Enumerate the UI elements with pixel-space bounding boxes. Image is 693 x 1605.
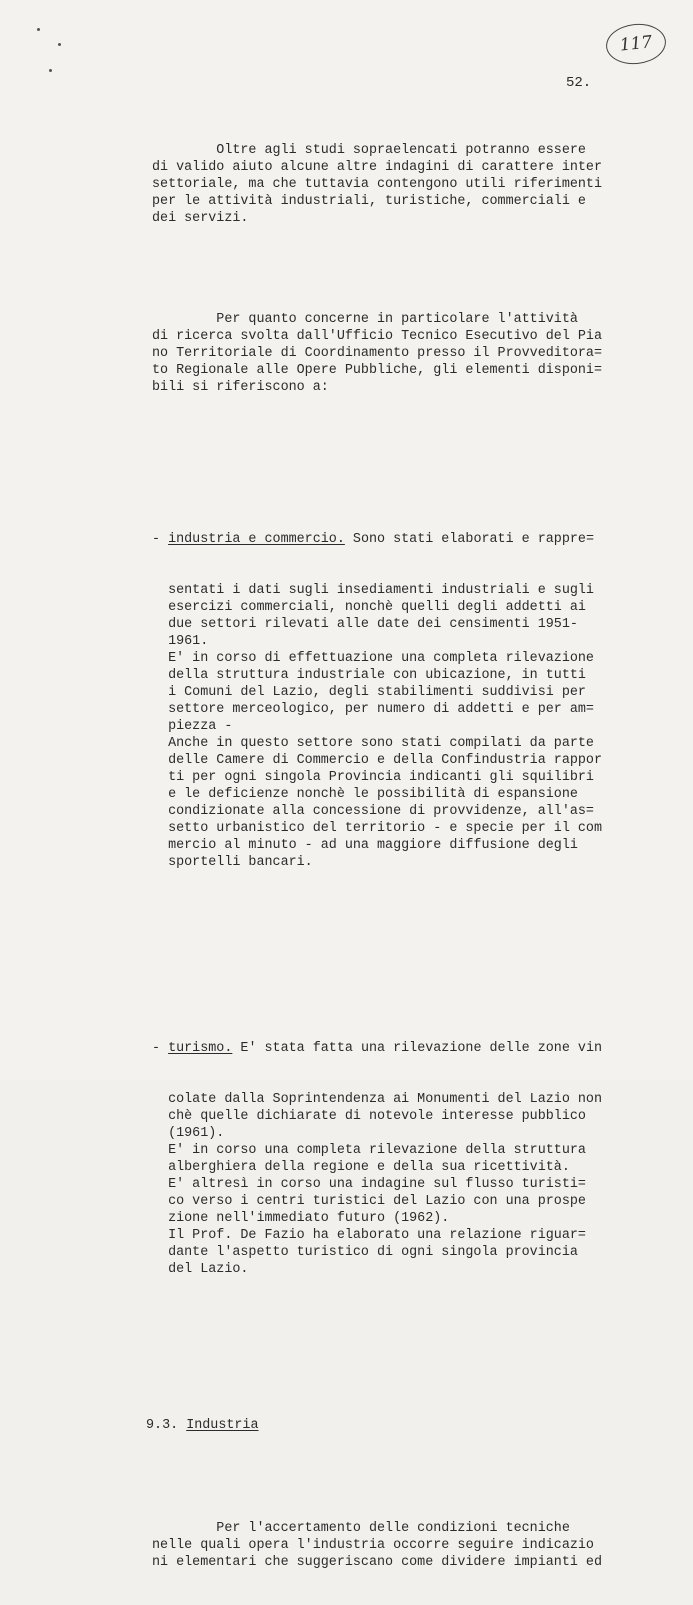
- text-line: dante l'aspetto turistico di ogni singola provincia: [152, 1245, 578, 1260]
- text-line: Il Prof. De Fazio ha elaborato una relazione riguar=: [152, 1228, 586, 1243]
- text-line: Oltre agli studi sopraelencati potranno essere: [152, 143, 586, 158]
- text-line: chè quelle dichiarate di notevole interesse pubblico: [152, 1109, 586, 1124]
- archive-stamp: [604, 21, 668, 67]
- text-line: E' in corso una completa rilevazione della struttura: [152, 1143, 586, 1158]
- text-line: esercizi commerciali, nonchè quelli degli addetti ai: [152, 600, 586, 615]
- text-line: alberghiera della regione e della sua ricettività.: [152, 1160, 570, 1175]
- item-heading: industria e commercio.: [168, 532, 345, 547]
- text-line: sportelli bancari.: [152, 855, 313, 870]
- paragraph-1: [152, 142, 662, 227]
- text-line: settore merceologico, per numero di addetti e per am=: [152, 702, 594, 717]
- paragraph-2: [152, 311, 662, 396]
- body-text: [146, 108, 662, 1605]
- text-line: dei servizi.: [152, 211, 249, 226]
- text-line: del Lazio.: [152, 1262, 249, 1277]
- text-line: sentati i dati sugli insediamenti industriali e sugli: [152, 583, 594, 598]
- text-line: mercio al minuto - ad una maggiore diffusione degli: [152, 838, 578, 853]
- text-line: Anche in questo settore sono stati compilati da parte: [152, 736, 594, 751]
- stamp-number: 117: [618, 32, 654, 56]
- text-line: E' in corso di effettuazione una completa rilevazione: [152, 651, 594, 666]
- text-line: no Territoriale di Coordinamento presso il Provveditora=: [152, 346, 602, 361]
- text-line: colate dalla Soprintendenza ai Monumenti del Lazio non: [152, 1092, 602, 1107]
- text-line: setto urbanistico del territorio - e specie per il com: [152, 821, 602, 836]
- text-line: e le deficienze nonchè le possibilità di espansione: [152, 787, 578, 802]
- speck: [58, 43, 61, 46]
- paragraph-3: [152, 1520, 662, 1571]
- text-line: di valido aiuto alcune altre indagini di carattere inter: [152, 160, 602, 175]
- text-line: to Regionale alle Opere Pubbliche, gli elementi disponi=: [152, 363, 602, 378]
- text-line: per le attività industriali, turistiche, commerciali e: [152, 194, 586, 209]
- text-line: co verso i centri turistici del Lazio con una prospe: [152, 1194, 586, 1209]
- text-line: E' altresì in corso una indagine sul flusso turisti=: [152, 1177, 586, 1192]
- text-line: bili si riferiscono a:: [152, 380, 329, 395]
- list-item-industria: - industria e commercio. Sono stati elaborati e rappre= sentati i dati sugli insediamenti industriali e sugli esercizi commerciali, nonchè quelli degli addetti ai due settori rilevati alle date dei censimenti 1951- 1961. E' in corso di effettuazione una completa rilevazione della struttura industriale con ubicazione, in tutti i Comuni del Lazio, degli stabilimenti suddivisi per settore merceologico, per numero di addetti e per am= piezza - Anche in questo settore sono stati compilati da parte delle Camere di Commercio e della Confindustria rappor ti per ogni singola Provincia indicanti gli squilibri e le deficienze nonchè le possibilità di espansione condizionate alla concessione di provvidenze, all'as= setto urbanistico del territorio - e specie per il com mercio al minuto - ad una maggiore diffusione degli sportelli bancari.: [152, 497, 662, 905]
- speck: [37, 28, 40, 31]
- text-line: Per l'accertamento delle condizioni tecniche: [152, 1521, 570, 1536]
- text-line: nelle quali opera l'industria occorre seguire indicazio: [152, 1538, 594, 1553]
- section-heading: 9.3. Industria: [146, 1418, 259, 1433]
- page-number: 52.: [566, 75, 592, 91]
- text-line: zione nell'immediato futuro (1962).: [152, 1211, 450, 1226]
- text-line: piezza -: [152, 719, 233, 734]
- text-line: ni elementari che suggeriscano come dividere impianti ed: [152, 1555, 602, 1570]
- text-line: condizionate alla concessione di provvidenze, all'as=: [152, 804, 594, 819]
- text-line: Per quanto concerne in particolare l'attività: [152, 312, 578, 327]
- text-line: i Comuni del Lazio, degli stabilimenti suddivisi per: [152, 685, 586, 700]
- speck: [49, 69, 52, 72]
- text-line: di ricerca svolta dall'Ufficio Tecnico Esecutivo del Pia: [152, 329, 602, 344]
- text-line: ti per ogni singola Provincia indicanti gli squilibri: [152, 770, 594, 785]
- text-line: settoriale, ma che tuttavia contengono utili riferimenti: [152, 177, 602, 192]
- text-line: (1961).: [152, 1126, 225, 1141]
- item-heading: turismo.: [168, 1041, 233, 1056]
- list-item-turismo: - turismo. E' stata fatta una rilevazione delle zone vin colate dalla Soprintendenza ai Monumenti del Lazio non chè quelle dichiarate di notevole interesse pubblico (1961). E' in corso una completa rilevazione della struttura alberghiera della regione e della sua ricettività. E' altresì in corso una indagine sul flusso turisti= co verso i centri turistici del Lazio con una prospe zione nell'immediato futuro (1962). Il Prof. De Fazio ha elaborato una relazione riguar= dante l'aspetto turistico di ogni singola provincia del Lazio.: [152, 1006, 662, 1312]
- text-line: 1961.: [152, 634, 209, 649]
- text-line: della struttura industriale con ubicazione, in tutti: [152, 668, 586, 683]
- text-line: due settori rilevati alle date dei censimenti 1951-: [152, 617, 578, 632]
- text-line: delle Camere di Commercio e della Confindustria rappor: [152, 753, 602, 768]
